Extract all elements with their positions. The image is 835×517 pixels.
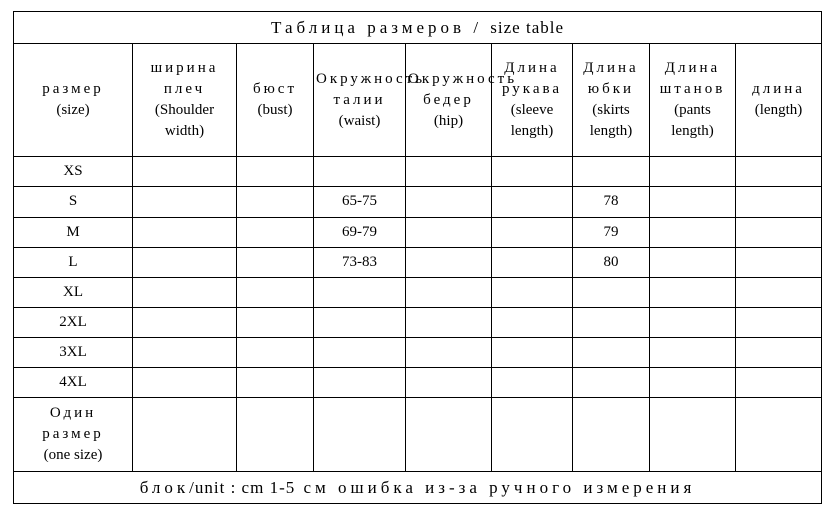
table-cell <box>650 367 736 397</box>
size-table <box>13 11 822 504</box>
header-hip-en: (hip) <box>433 112 464 129</box>
table-cell <box>314 157 406 187</box>
table-cell <box>736 217 822 247</box>
header-shoulder <box>133 44 237 157</box>
header-bust-en: (bust) <box>257 102 293 119</box>
header-bust <box>237 44 314 157</box>
table-cell <box>406 307 492 337</box>
table-footer <box>14 471 822 503</box>
table-cell <box>237 157 314 187</box>
table-cell <box>650 398 736 472</box>
table-row <box>14 217 822 247</box>
table-cell <box>573 367 650 397</box>
table-cell <box>133 307 237 337</box>
table-cell <box>650 337 736 367</box>
table-cell <box>573 337 650 367</box>
table-cell <box>133 337 237 367</box>
table-cell <box>492 157 573 187</box>
size-label: XL <box>14 277 133 307</box>
footer-ru-1: блок <box>139 477 190 497</box>
header-length-ru: длина <box>752 81 805 98</box>
header-size <box>14 44 133 157</box>
table-cell <box>492 307 573 337</box>
table-cell <box>406 157 492 187</box>
table-cell: 73-83 <box>314 247 406 277</box>
size-label: XS <box>14 157 133 187</box>
one-size-ru: Один размер <box>42 404 104 442</box>
table-cell <box>736 277 822 307</box>
table-cell <box>406 247 492 277</box>
header-bust-ru: бюст <box>252 81 298 98</box>
table-row <box>14 277 822 307</box>
table-cell <box>736 157 822 187</box>
table-cell <box>736 398 822 472</box>
size-label: M <box>14 217 133 247</box>
table-cell <box>314 277 406 307</box>
table-row <box>14 307 822 337</box>
header-sleeve-en: (sleeve length) <box>510 102 554 140</box>
one-size-en: (one size) <box>43 446 103 463</box>
table-cell <box>573 307 650 337</box>
footer-ru-2: см ошибка из-за ручного измерения <box>303 477 696 497</box>
header-length-en: (length) <box>754 102 803 119</box>
table-cell <box>736 247 822 277</box>
table-cell <box>133 187 237 217</box>
table-cell <box>736 307 822 337</box>
table-cell <box>650 247 736 277</box>
table-cell <box>650 277 736 307</box>
table-row <box>14 157 822 187</box>
table-cell <box>237 187 314 217</box>
header-size-en: (size) <box>56 102 90 119</box>
table-cell <box>492 367 573 397</box>
table-cell <box>573 398 650 472</box>
header-waist <box>314 44 426 157</box>
table-row <box>14 367 822 397</box>
header-shoulder-ru: ширина плеч <box>150 60 219 98</box>
table-row <box>14 247 822 277</box>
table-row <box>14 337 822 367</box>
table-cell <box>237 277 314 307</box>
table-cell <box>133 398 237 472</box>
table-cell <box>492 337 573 367</box>
table-cell <box>650 307 736 337</box>
table-cell <box>492 187 573 217</box>
header-hip <box>406 44 518 157</box>
table-cell <box>237 367 314 397</box>
table-cell <box>406 277 492 307</box>
table-cell <box>406 187 492 217</box>
table-cell <box>133 157 237 187</box>
table-cell <box>133 217 237 247</box>
table-cell: 69-79 <box>314 217 406 247</box>
table-cell <box>314 307 406 337</box>
header-sleeve <box>492 44 573 157</box>
table-title <box>14 12 822 44</box>
table-cell <box>492 277 573 307</box>
header-pants-en: (pants length) <box>671 102 714 140</box>
one-size-row <box>14 398 822 472</box>
table-cell <box>237 307 314 337</box>
table-cell <box>736 367 822 397</box>
table-cell <box>314 398 406 472</box>
table-title-ru: Таблица размеров <box>271 18 466 38</box>
table-cell <box>237 398 314 472</box>
table-cell: 78 <box>573 187 650 217</box>
table-cell <box>314 367 406 397</box>
size-label: L <box>14 247 133 277</box>
size-table-container <box>13 11 821 504</box>
header-waist-en: (waist) <box>338 112 381 129</box>
table-cell <box>237 217 314 247</box>
table-cell <box>736 187 822 217</box>
table-cell <box>406 398 492 472</box>
table-cell <box>133 247 237 277</box>
table-cell <box>736 337 822 367</box>
table-cell <box>492 398 573 472</box>
table-title-en: size table <box>490 18 565 38</box>
header-waist-ru: Окружность талии <box>316 70 426 108</box>
table-cell <box>237 337 314 367</box>
table-cell <box>492 217 573 247</box>
table-row <box>14 187 822 217</box>
table-cell <box>406 337 492 367</box>
one-size-label <box>14 398 133 472</box>
table-cell: 80 <box>573 247 650 277</box>
size-rows <box>14 157 822 398</box>
table-title-separator: / <box>473 18 483 38</box>
table-cell <box>650 187 736 217</box>
table-cell <box>573 277 650 307</box>
header-shoulder-en: (Shoulder width) <box>154 102 215 140</box>
footer-unit: /unit : cm 1-5 <box>189 477 296 497</box>
header-hip-ru: Окружность бедер <box>408 70 518 108</box>
size-label: 3XL <box>14 337 133 367</box>
table-cell <box>492 247 573 277</box>
table-cell <box>406 367 492 397</box>
table-cell <box>133 277 237 307</box>
header-length <box>736 44 822 157</box>
table-cell <box>237 247 314 277</box>
table-cell <box>133 367 237 397</box>
table-cell: 65-75 <box>314 187 406 217</box>
header-size-ru: размер <box>42 81 104 98</box>
table-cell <box>650 157 736 187</box>
header-pants-ru: Длина штанов <box>659 60 726 98</box>
table-cell: 79 <box>573 217 650 247</box>
header-skirt <box>573 44 650 157</box>
table-cell <box>573 157 650 187</box>
size-label: 2XL <box>14 307 133 337</box>
size-label: 4XL <box>14 367 133 397</box>
size-label: S <box>14 187 133 217</box>
table-cell <box>314 337 406 367</box>
header-skirt-ru: Длина юбки <box>583 60 639 98</box>
table-cell <box>650 217 736 247</box>
header-sleeve-ru: Длина рукава <box>501 60 563 98</box>
header-row <box>14 44 822 157</box>
table-cell <box>406 217 492 247</box>
header-pants <box>650 44 736 157</box>
header-skirt-en: (skirts length) <box>589 102 633 140</box>
